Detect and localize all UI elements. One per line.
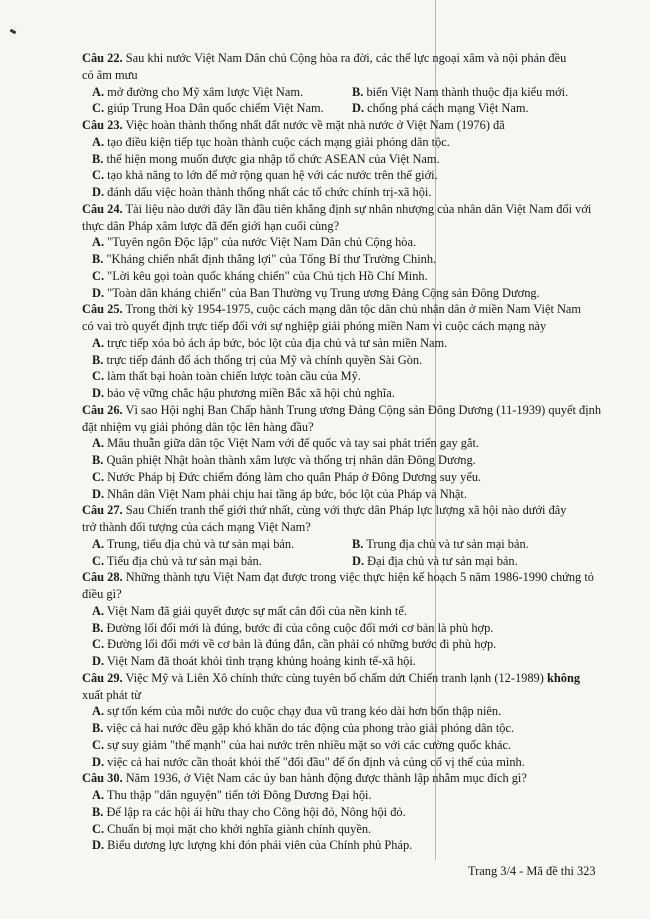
option-d: D. đánh dấu việc hoàn thành thống nhất các tổ chức chính trị-xã hội. <box>92 185 432 199</box>
question-stem: Những thành tựu Việt Nam đạt được trong việc thực hiện kế hoạch 5 năm 1986-1990 chứng tỏ <box>125 570 594 585</box>
question-stem: Tài liệu nào dưới đây lần đầu tiên khẳng định sự nhân nhượng của nhân dân Việt Nam đối với <box>125 201 592 216</box>
question-stem: Sau khi nước Việt Nam Dân chủ Cộng hòa ra đời, các thế lực ngoại xâm và nội phản đều <box>125 51 567 65</box>
question-22 <box>82 50 617 117</box>
question-30 <box>82 770 617 854</box>
question-label: Câu 23. <box>82 118 123 132</box>
option-b: B. việc cả hai nước đều gặp khó khăn do tác động của phong trào giải phóng dân tộc. <box>92 721 515 735</box>
question-list <box>82 50 617 854</box>
question-stem-cont: có âm mưu <box>82 67 138 82</box>
option-d: D. bảo vệ vững chắc hậu phương miền Bắc xã hội chủ nghĩa. <box>92 386 395 400</box>
question-stem-cont: thực dân Pháp xâm lược đã đến giới hạn cuối cùng? <box>82 218 340 233</box>
question-label: Câu 27. <box>82 503 123 518</box>
question-23 <box>82 117 617 201</box>
option-d: D. chống phá cách mạng Việt Nam. <box>352 101 529 116</box>
option-b: B. Để lập ra các hội ái hữu thay cho Công hội đỏ, Nông hội đỏ. <box>92 804 406 819</box>
question-25 <box>82 301 617 402</box>
question-label: Câu 29. <box>82 670 123 685</box>
option-c: C. "Lời kêu gọi toàn quốc kháng chiến" của Chủ tịch Hồ Chí Minh. <box>92 268 428 283</box>
option-c: C. giúp Trung Hoa Dân quốc chiếm Việt Nam. <box>92 101 324 116</box>
question-label: Câu 22. <box>82 51 123 65</box>
question-stem-cont: trở thành đối tượng của cách mạng Việt Nam? <box>82 520 311 534</box>
question-label: Câu 26. <box>82 402 123 417</box>
question-stem-cont: xuất phát từ <box>82 687 142 702</box>
option-b: B. biến Việt Nam thành thuộc địa kiểu mới. <box>352 84 569 99</box>
scan-mark <box>10 29 17 35</box>
option-d: D. Việt Nam đã thoát khỏi tình trạng khủng hoảng kinh tế-xã hội. <box>92 654 416 668</box>
question-stem-cont: có vai trò quyết định trực tiếp đối với sự nghiệp giải phóng miền Nam vì cuộc cách mạng này <box>82 319 547 333</box>
question-24 <box>82 201 617 302</box>
option-c: C. Chuẩn bị mọi mặt cho khởi nghĩa giành chính quyền. <box>92 821 372 836</box>
option-d: D. Nhân dân Việt Nam phải chịu hai tầng áp bức, bóc lột của Pháp và Nhật. <box>92 486 467 501</box>
option-c: C. sự suy giảm "thế mạnh" của hai nước trên nhiều mặt so với các cường quốc khác. <box>92 737 512 752</box>
option-c: C. Nước Pháp bị Đức chiếm đóng làm cho quân Pháp ở Đông Dương suy yếu. <box>92 469 482 484</box>
page-footer: Trang 3/4 - Mã đề thi 323 <box>468 864 596 878</box>
question-label: Câu 24. <box>82 201 123 216</box>
question-stem: Năm 1936, ở Việt Nam các ủy ban hành động được thành lập nhằm mục đích gì? <box>125 771 527 786</box>
option-d: D. Đại địa chủ và tư sản mại bản. <box>352 553 518 568</box>
question-label: Câu 30. <box>82 771 123 786</box>
option-a: A. trực tiếp xóa bỏ ách áp bức, bóc lột của địa chủ và tư sản miền Nam. <box>92 335 448 350</box>
question-stem: Việc hoàn thành thống nhất đất nước về mặt nhà nước ở Việt Nam (1976) đã <box>125 118 505 132</box>
option-a: A. mở đường cho Mỹ xâm lược Việt Nam. <box>92 84 304 99</box>
option-b: B. "Kháng chiến nhất định thắng lợi" của Tổng Bí thư Trường Chinh. <box>92 252 437 266</box>
option-c: C. Tiểu địa chủ và tư sản mại bản. <box>92 553 262 568</box>
question-stem-cont: điều gì? <box>82 587 122 601</box>
option-b: B. trực tiếp đánh đổ ách thống trị của Mỹ và chính quyền Sài Gòn. <box>92 352 423 367</box>
question-stem: Vì sao Hội nghị Ban Chấp hành Trung ương Đảng Cộng sản Đông Dương (11-1939) quyết định <box>125 402 602 417</box>
question-label: Câu 25. <box>82 302 123 317</box>
option-b: B. Đường lối đổi mới là đúng, bước đi của công cuộc đổi mới cơ bản là phù hợp. <box>92 620 494 635</box>
question-stem: Việc Mỹ và Liên Xô chính thức cùng tuyên bố chấm dứt Chiến tranh lạnh (12-1989) <box>125 670 544 685</box>
option-a: A. Thu thập "dân nguyện" tiến tới Đông Dương Đại hội. <box>92 788 372 802</box>
option-b: B. thể hiện mong muốn được gia nhập tổ chức ASEAN của Việt Nam. <box>92 151 440 166</box>
option-a: A. tạo điều kiện tiếp tục hoàn thành cuộc cách mạng giải phóng dân tộc. <box>92 134 450 149</box>
option-d: D. việc cả hai nước cần thoát khỏi thế "đối đầu" để ổn định và củng cố vị thế của mình. <box>92 754 525 769</box>
question-28 <box>82 569 617 670</box>
option-a: A. "Tuyên ngôn Độc lập" của nước Việt Nam Dân chủ Cộng hòa. <box>92 235 417 250</box>
question-27 <box>82 502 617 569</box>
option-b: B. Quân phiệt Nhật hoàn thành xâm lược và thống trị nhân dân Đông Dương. <box>92 453 476 467</box>
option-d: D. "Toàn dân kháng chiến" của Ban Thường vụ Trung ương Đảng Cộng sản Đông Dương. <box>92 285 540 300</box>
option-c: C. làm thất bại hoàn toàn chiến lược toàn cầu của Mỹ. <box>92 369 361 384</box>
question-stem-emphasis: không <box>547 670 581 685</box>
question-stem-cont: đặt nhiệm vụ giải phóng dân tộc lên hàng đầu? <box>82 419 314 434</box>
question-label: Câu 28. <box>82 570 123 585</box>
option-d: D. Biểu dương lực lượng khi đón phái viên của Chính phủ Pháp. <box>92 838 413 853</box>
question-stem: Trong thời kỳ 1954-1975, cuộc cách mạng dân tộc dân chủ nhân dân ở miền Nam Việt Nam <box>125 302 582 317</box>
option-a: A. sự tốn kém của mỗi nước do cuộc chạy đua vũ trang kéo dài hơn bốn thập niên. <box>92 704 502 719</box>
question-stem: Sau Chiến tranh thế giới thứ nhất, cùng với thực dân Pháp lực lượng xã hội nào dưới đây <box>125 503 567 518</box>
question-29 <box>82 670 617 771</box>
option-c: C. tạo khả năng to lớn để mở rộng quan hệ với các nước trên thế giới. <box>92 168 438 183</box>
option-a: A. Trung, tiểu địa chủ và tư sản mại bản. <box>92 536 295 551</box>
question-26 <box>82 402 617 503</box>
option-a: A. Mâu thuẫn giữa dân tộc Việt Nam với đế quốc và tay sai phát triển gay gắt. <box>92 436 480 451</box>
option-c: C. Đường lối đổi mới về cơ bản là đúng đắn, cần phải có những bước đi phù hợp. <box>92 637 497 652</box>
option-a: A. Việt Nam đã giải quyết được sự mất cân đối của nền kinh tế. <box>92 603 407 618</box>
option-b: B. Trung địa chủ và tư sản mại bản. <box>352 536 529 551</box>
